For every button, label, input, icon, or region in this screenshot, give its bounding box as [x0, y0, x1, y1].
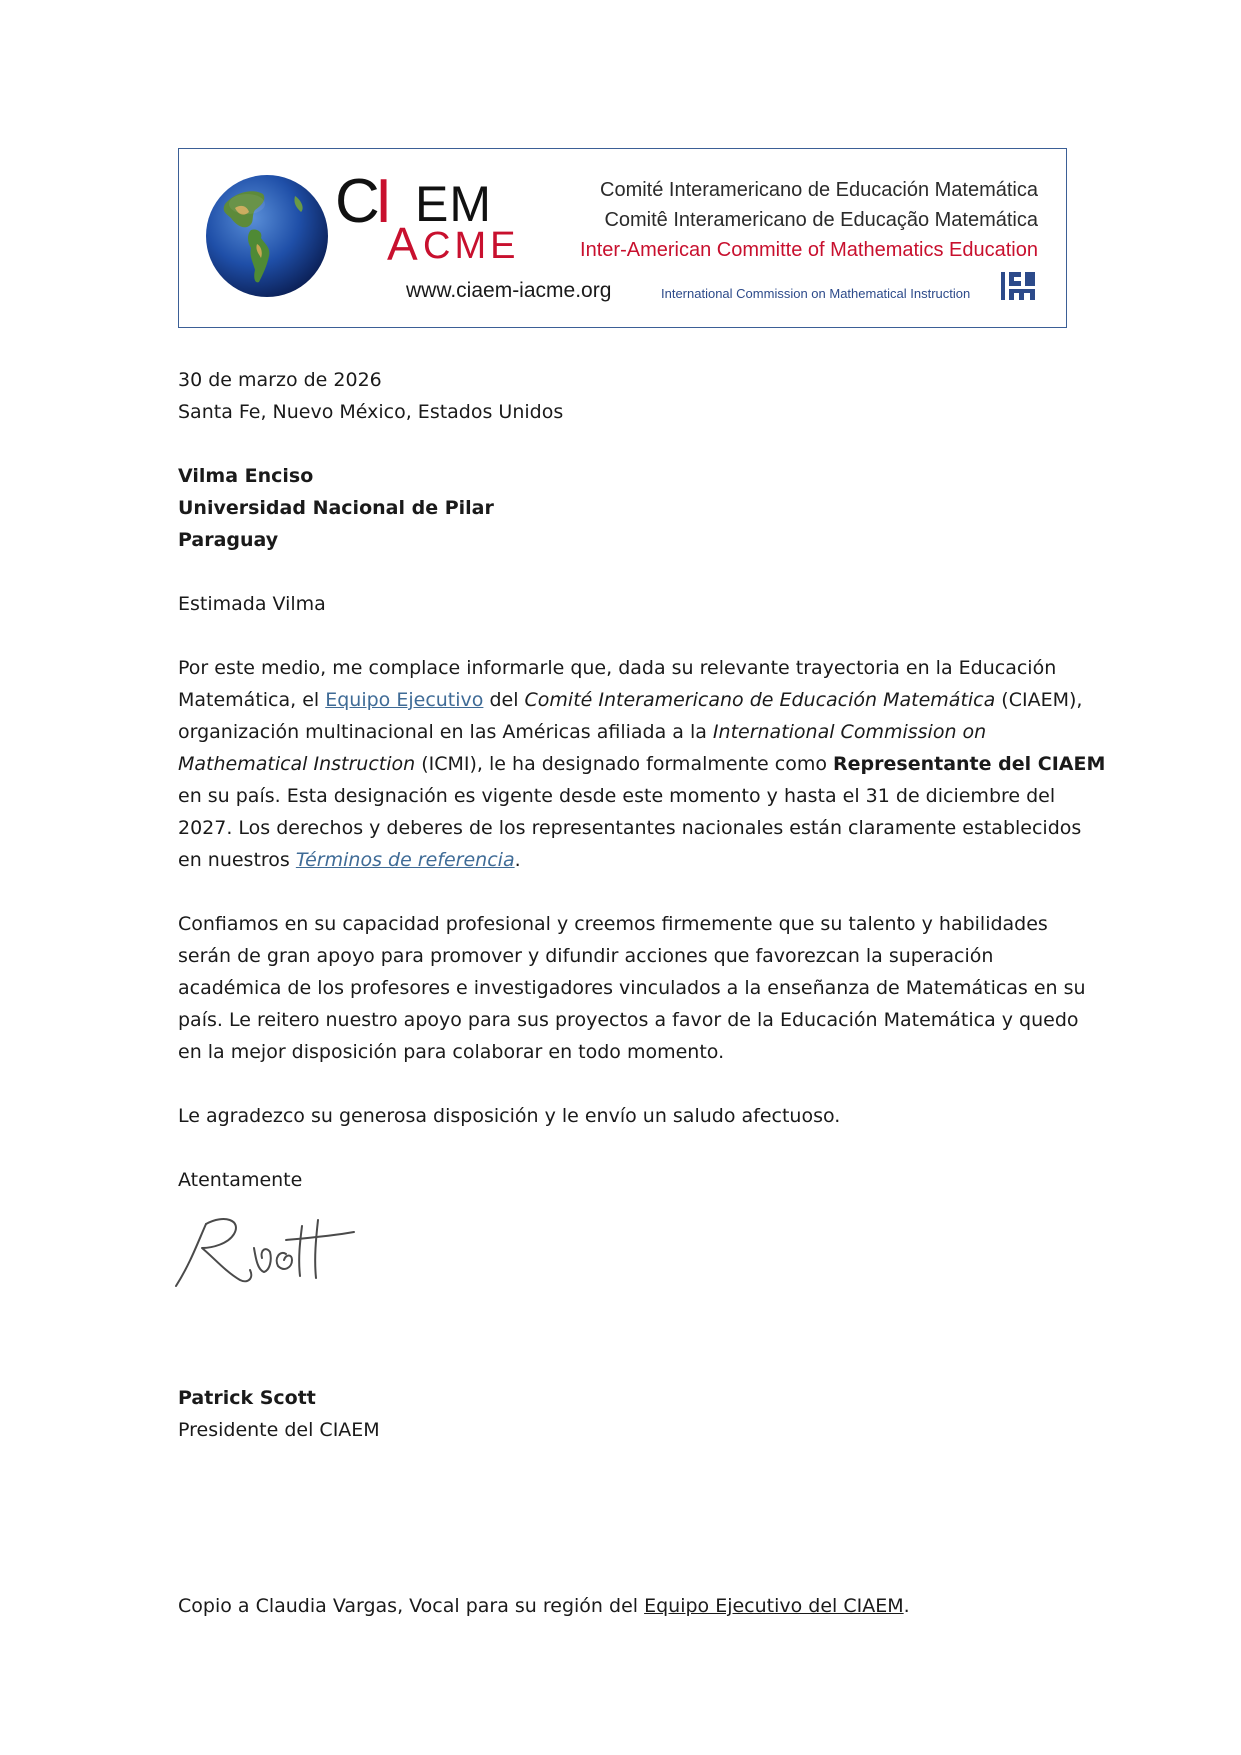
p1-line-3: organización multinacional en las Américas afiliada a la International Commission on	[178, 721, 987, 743]
p1-line-4: Mathematical Instruction (ICMI), le ha designado formalmente como Representante del CIAEM	[178, 753, 1106, 775]
wordmark-cme: CME	[423, 225, 520, 267]
letter-body	[178, 364, 1106, 1196]
paragraph-3: Le agradezco su generosa disposición y le envío un saludo afectuoso.	[178, 1105, 841, 1127]
cc-line: Copio a Claudia Vargas, Vocal para su región del Equipo Ejecutivo del CIAEM.	[178, 1595, 910, 1617]
org-name-es: Comité Interamericano de Educación Matemática	[600, 179, 1038, 201]
recipient-institution: Universidad Nacional de Pilar	[178, 497, 494, 519]
icmi-logo-icon	[999, 269, 1037, 303]
equipo-ejecutivo-ciaem-link[interactable]: Equipo Ejecutivo del CIAEM	[644, 1595, 904, 1617]
wordmark-em: EM	[415, 176, 492, 232]
letter-date: 30 de marzo de 2026	[178, 369, 382, 391]
signer-title: Presidente del CIAEM	[178, 1419, 380, 1441]
wordmark-c: C	[335, 167, 380, 236]
cc-note	[178, 1590, 1078, 1622]
paragraph-2	[178, 908, 1086, 1068]
paragraph-1	[178, 652, 1106, 876]
p1-line-7: en nuestros Términos de referencia.	[178, 849, 521, 871]
signer-block	[178, 1382, 1078, 1446]
wordmark-i: I	[375, 167, 393, 236]
letter-place: Santa Fe, Nuevo México, Estados Unidos	[178, 401, 564, 423]
org-names	[580, 175, 1038, 265]
p2-line-1: Confiamos en su capacidad profesional y creemos firmemente que su talento y habilidades	[178, 913, 1048, 935]
website-url: www.ciaem-iacme.org	[406, 279, 612, 302]
wordmark-a: A	[387, 218, 418, 270]
equipo-ejecutivo-link[interactable]: Equipo Ejecutivo	[325, 689, 484, 711]
recipient-country: Paraguay	[178, 529, 279, 551]
p1-line-2: Matemática, el Equipo Ejecutivo del Comité Interamericano de Educación Matemática (CIAEM),	[178, 689, 1083, 711]
org-name-pt: Comitê Interamericano de Educação Matemática	[604, 209, 1038, 231]
p2-line-5: en la mejor disposición para colaborar en todo momento.	[178, 1041, 725, 1063]
p1-line-5: en su país. Esta designación es vigente desde este momento y hasta el 31 de diciembre del	[178, 785, 1056, 807]
p1-line-1: Por este medio, me complace informarle que, dada su relevante trayectoria en la Educación	[178, 657, 1057, 679]
signer-name: Patrick Scott	[178, 1387, 316, 1409]
closing: Atentamente	[178, 1169, 303, 1191]
org-name-en: Inter-American Committe of Mathematics Education	[580, 239, 1038, 261]
signature-image	[168, 1206, 358, 1296]
letterhead	[178, 148, 1067, 328]
globe-icon	[205, 174, 329, 298]
p2-line-2: serán de gran apoyo para promover y difundir acciones que favorezcan la superación	[178, 945, 994, 967]
recipient-name: Vilma Enciso	[178, 465, 314, 487]
p2-line-3: académica de los profesores e investigadores vinculados a la enseñanza de Matemáticas en su	[178, 977, 1086, 999]
p1-line-6: 2027. Los derechos y deberes de los representantes nacionales están claramente establecidos	[178, 817, 1082, 839]
p2-line-4: país. Le reitero nuestro apoyo para sus proyectos a favor de la Educación Matemática y quedo	[178, 1009, 1079, 1031]
terminos-referencia-link[interactable]: Términos de referencia	[295, 849, 515, 871]
greeting: Estimada Vilma	[178, 593, 326, 615]
icmi-name: International Commission on Mathematical Instruction	[661, 286, 971, 301]
ciaem-wordmark	[335, 167, 545, 271]
